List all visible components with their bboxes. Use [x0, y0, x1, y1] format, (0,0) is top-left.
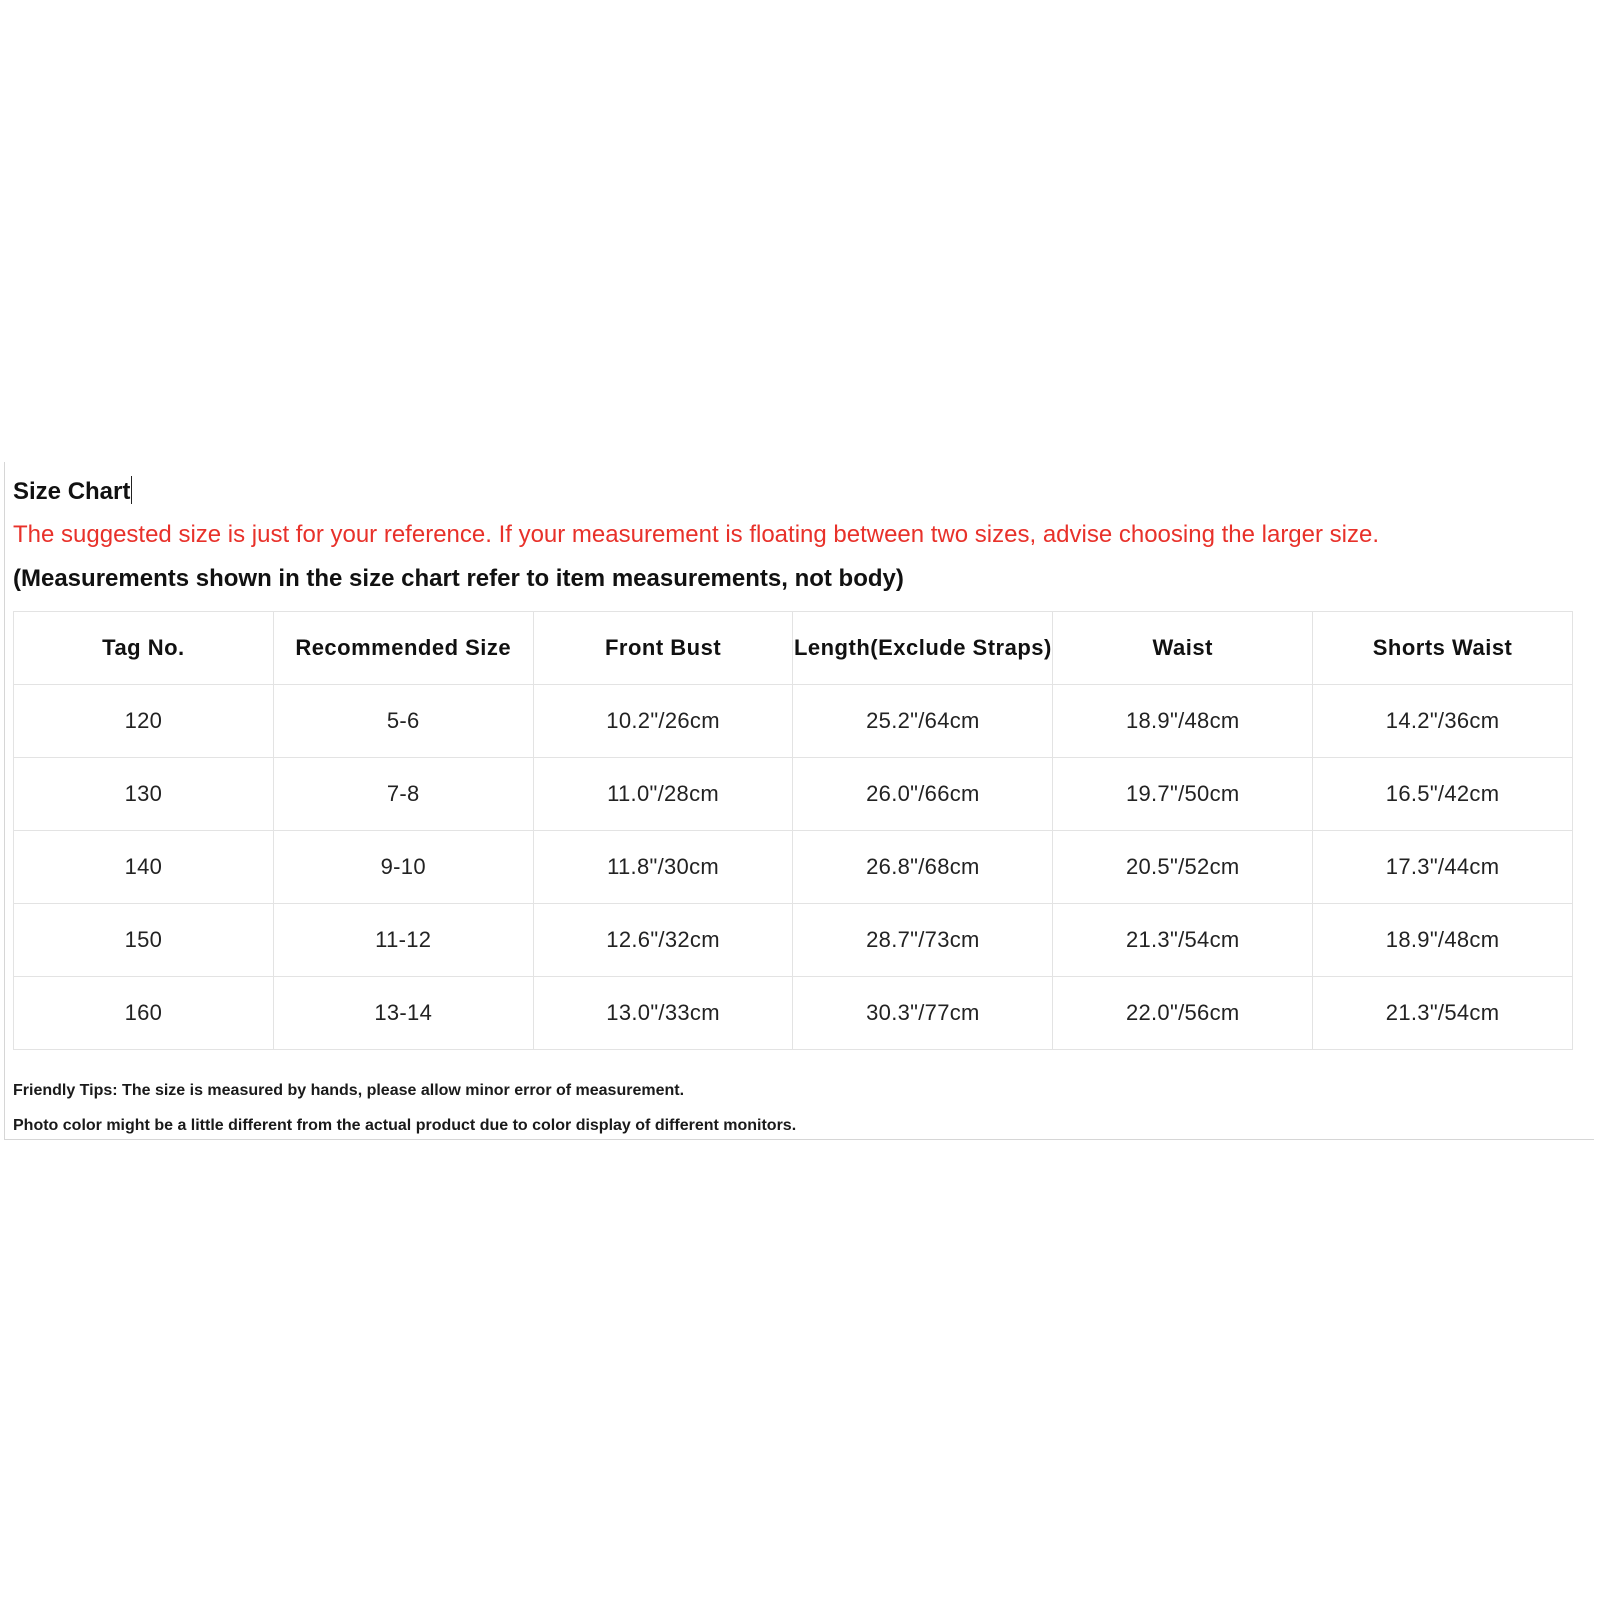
cell-length: 30.3"/77cm	[793, 977, 1053, 1050]
cell-waist: 18.9"/48cm	[1053, 685, 1313, 758]
cell-waist: 19.7"/50cm	[1053, 758, 1313, 831]
cell-recommended-size: 11-12	[273, 904, 533, 977]
cell-front-bust: 10.2"/26cm	[533, 685, 793, 758]
cell-tag-no: 160	[14, 977, 274, 1050]
photo-color-note: Photo color might be a little different from the actual product due to color display of different monitors.	[13, 1117, 797, 1134]
size-chart-panel	[4, 462, 1594, 1140]
header-waist: Waist	[1053, 612, 1313, 685]
cell-length: 26.0"/66cm	[793, 758, 1053, 831]
cell-length: 25.2"/64cm	[793, 685, 1053, 758]
cell-front-bust: 11.8"/30cm	[533, 831, 793, 904]
cell-tag-no: 130	[14, 758, 274, 831]
cell-front-bust: 11.0"/28cm	[533, 758, 793, 831]
table-row	[14, 758, 1573, 831]
cell-tag-no: 150	[14, 904, 274, 977]
cell-tag-no: 140	[14, 831, 274, 904]
cell-recommended-size: 9-10	[273, 831, 533, 904]
cell-shorts-waist: 21.3"/54cm	[1313, 977, 1573, 1050]
cell-shorts-waist: 14.2"/36cm	[1313, 685, 1573, 758]
cell-front-bust: 13.0"/33cm	[533, 977, 793, 1050]
table-row	[14, 904, 1573, 977]
size-table	[13, 611, 1573, 1050]
cell-waist: 21.3"/54cm	[1053, 904, 1313, 977]
cell-waist: 20.5"/52cm	[1053, 831, 1313, 904]
cell-recommended-size: 5-6	[273, 685, 533, 758]
cell-length: 26.8"/68cm	[793, 831, 1053, 904]
table-row	[14, 685, 1573, 758]
title-text: Size Chart	[13, 478, 131, 505]
cell-shorts-waist: 18.9"/48cm	[1313, 904, 1573, 977]
friendly-tips: Friendly Tips: The size is measured by hands, please allow minor error of measurement.	[13, 1082, 685, 1099]
cell-length: 28.7"/73cm	[793, 904, 1053, 977]
size-chart-title	[13, 476, 132, 507]
table-header-row	[14, 612, 1573, 685]
header-length: Length(Exclude Straps)	[793, 612, 1053, 685]
cell-front-bust: 12.6"/32cm	[533, 904, 793, 977]
reference-note: The suggested size is just for your reference. If your measurement is floating between two sizes, advise choosing the larger size.	[13, 521, 1380, 548]
cell-recommended-size: 13-14	[273, 977, 533, 1050]
header-shorts-waist: Shorts Waist	[1313, 612, 1573, 685]
cell-tag-no: 120	[14, 685, 274, 758]
measurement-note: (Measurements shown in the size chart refer to item measurements, not body)	[13, 565, 904, 592]
table-row	[14, 831, 1573, 904]
table-row	[14, 977, 1573, 1050]
cell-shorts-waist: 16.5"/42cm	[1313, 758, 1573, 831]
header-tag-no: Tag No.	[14, 612, 274, 685]
cell-waist: 22.0"/56cm	[1053, 977, 1313, 1050]
header-recommended-size: Recommended Size	[273, 612, 533, 685]
cell-shorts-waist: 17.3"/44cm	[1313, 831, 1573, 904]
cell-recommended-size: 7-8	[273, 758, 533, 831]
text-cursor	[131, 476, 132, 504]
header-front-bust: Front Bust	[533, 612, 793, 685]
